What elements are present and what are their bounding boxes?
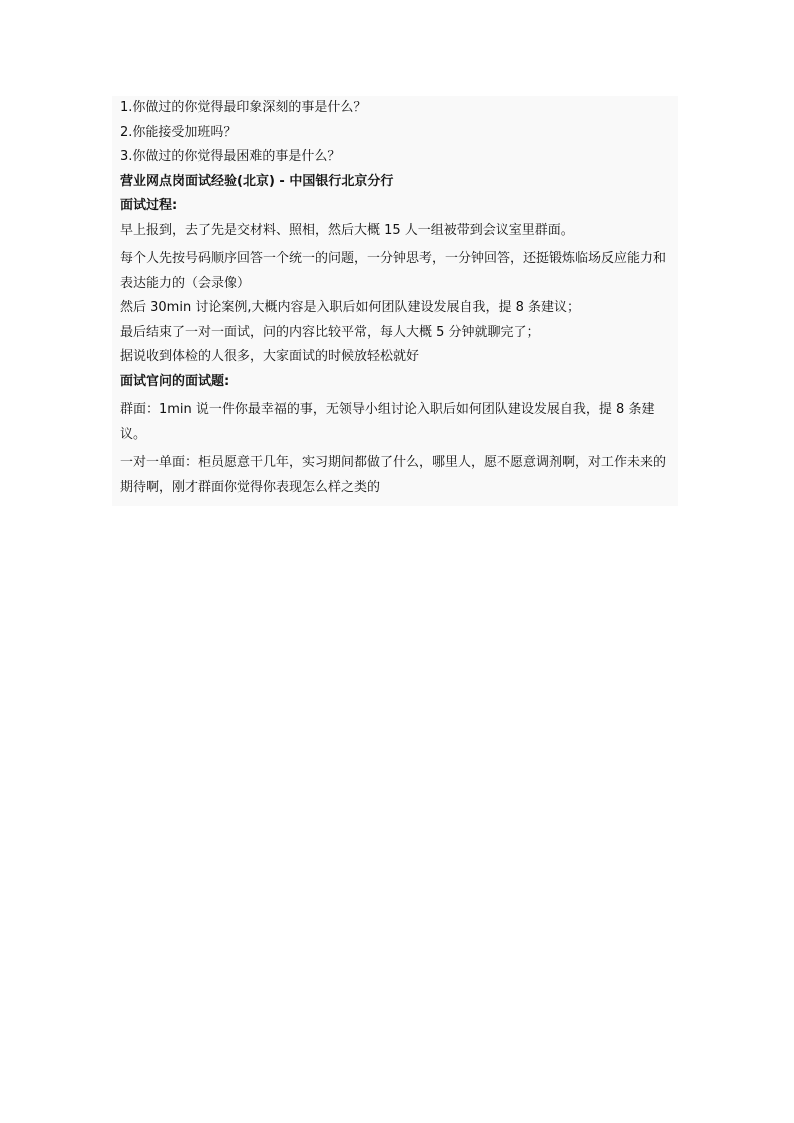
one-on-one-interview-question: 一对一单面：柜员愿意干几年，实习期间都做了什么，哪里人，愿不愿意调剂啊，对工作未来的期待啊，刚才群面你觉得你表现怎么样之类的 bbox=[120, 455, 667, 495]
process-line-2: 每个人先按号码顺序回答一个统一的问题，一分钟思考，一分钟回答，还挺锻炼临场反应能力和表达能力的（会录像） bbox=[120, 251, 667, 291]
question-item-3: 3.你做过的你觉得最困难的事是什么？ bbox=[120, 149, 341, 164]
process-line-5: 据说收到体检的人很多，大家面试的时候放轻松就好 bbox=[120, 349, 420, 364]
process-line-3: 然后 30min 讨论案例,大概内容是入职后如何团队建设发展自我，提 8 条建议； bbox=[120, 300, 580, 315]
question-item-2: 2.你能接受加班吗？ bbox=[120, 124, 237, 140]
interview-questions-heading: 面试官问的面试题: bbox=[120, 373, 230, 389]
group-interview-question: 群面：1min 说一件你最幸福的事，无领导小组讨论入职后如何团队建设发展自我，提 8 条建议。 bbox=[120, 402, 655, 442]
question-item-1: 1.你做过的你觉得最印象深刻的事是什么？ bbox=[120, 100, 367, 115]
process-heading: 面试过程: bbox=[120, 198, 178, 213]
section-title: 营业网点岗面试经验(北京) - 中国银行北京分行 bbox=[120, 173, 394, 189]
process-line-1: 早上报到，去了先是交材料、照相，然后大概 15 人一组被带到会议室里群面。 bbox=[120, 222, 574, 238]
process-line-4: 最后结束了一对一面试，问的内容比较平常，每人大概 5 分钟就聊完了； bbox=[120, 324, 540, 340]
document-body bbox=[112, 96, 678, 506]
